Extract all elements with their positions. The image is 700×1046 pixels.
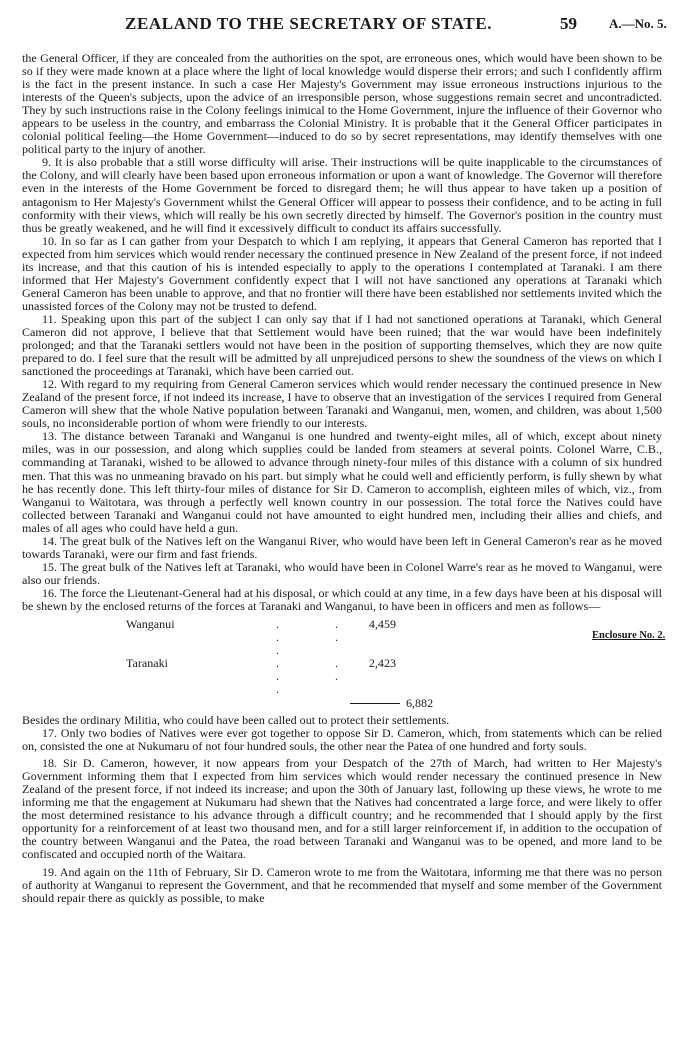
paragraph-19: 19. And again on the 11th of February, Sir D. Cameron wrote to me from the Waitotara, informing me that there was no person of authority at Wanganui to represent the Government, and that he recommended that myself and some member of the Government should repair there as quickly as possible, to make [22,864,662,905]
paragraph-16-continued: Besides the ordinary Militia, who could have been called out to protect their settlements. [22,713,450,728]
forces-total: 6,882 [406,696,434,711]
paragraph-10: 10. In so far as I can gather from your Despatch to which I am replying, it appears that General Cameron has reported that I expected from him services which would render necessary the continued presence in New Zealand of the present force, if not indeed its increase, and that this caution of his is intended especially to apply to the operations I contemplated at Taranaki. I am there informed that Her Majesty's Government confidently expect that I will not have sanctioned any operations at Taranaki which General Cameron has been unable to approve, and that no frontier will there have been established nor settlements invited which the unassisted forces of the Colony may not be trusted to defend. [22,233,662,313]
forces-row [126,618,396,657]
paragraph-13: 13. The distance between Taranaki and Wanganui is one hundred and twenty-eight miles, all of which, except about ninety miles, was in our possession, and along which supplies could be landed from steamers at several points. Colonel Warre, C.B., commanding at Taranaki, wished to be allowed to advance through ninety-four miles of this distance with a column of six hundred men. That this was no unmeaning bravado on his part. but simply what he could well and efficiently perform, is fully shewn by what he has recently done. This left thirty-four miles of distance for Sir D. Cameron to accomplish, eighteen miles of which, viz., from Wanganui to Waitotara, was through a perfectly well known country in our possession. The total force the Natives could have collected between Taranaki and Wanganui could not have amounted to eight hundred men, including their allies and chiefs, and males of all ages who could have held a gun. [22,429,662,535]
paragraph-9: 9. It is also probable that a still worse difficulty will arise. Their instructions will be quite inapplicable to the circumstances of the Colony, and will clearly have been based upon erroneous information or upon a want of knowledge. The Governor will therefore even in the interests of the Home Government be forced to disregard them; he will thus appear to have taken up a position of antagonism to Her Majesty's Government whilst the General Officer will appear to possess their confidence, and to be acting in full conformity with their views, which will really be his own secretly directed by himself. The Governor's position in the country must thus be greatly weakened, and he will find it excessively difficult to conduct its affairs successfully. [22,155,662,235]
document-reference: A.—No. 5. [609,16,667,31]
leader-dots: . . . . . [276,617,350,658]
forces-count: 2,423 [368,656,396,671]
paragraph-11: 11. Speaking upon this part of the subject I can only say that if I had not sanctioned operations at Taranaki, which General Cameron did not approve, I believe that that Settlement would have been ruined; that the war would have been indefinitely prolonged; and that the Taranaki settlers would not have been in the position of supporting themselves, which they are now quite prepared to do. I feel sure that the result will be admitted by all unprejudiced persons to shew the soundness of the views on which I sanctioned the proceedings at Taranaki, which have been carried out. [22,311,662,379]
paragraph-continued: the General Officer, if they are concealed from the authorities on the spot, are erroneous ones, which would have been shown to be so if they were made known at a place where the light of local knowledge would disperse their errors; and such I confidently affirm is the fact in the present instance. In such a case Her Majesty's Government may issue erroneous instructions injurious to the interests of the Queen's subjects, upon the advice of an irresponsible person, whose suggestions remain secret and uncontradicted. They by such instructions raise in the Colony feelings inimical to the Home Government, injure the influence of their Governor who appears to be useless in the country, and embarrass the Colonial Ministry. It is probable that it the General Officer participates in colonial political feeling—the Home Government—induced to do so by secret representations, may identify themselves with one political party to the injury of another. [22,51,662,157]
paragraph-15: 15. The great bulk of the Natives left at Taranaki, who would have been in Colonel Warre's rear as he moved to Wanganui, were also our friends. [22,559,662,587]
paragraph-18: 18. Sir D. Cameron, however, it now appears from your Despatch of the 27th of March, had written to Her Majesty's Government informing them that I expected from him services which would render necessary the continued presence in New Zealand of the present force, if not indeed its increase; and upon the 30th of January last, following up these views, he wrote to me informing me that the engagement at Nukumaru had shewn that the Natives had concentrated a large force, and were likely to offer the most determined resistance to his advance through a difficult country; and he recommended that I should apply by the first opportunity for a reinforcement of at least two thousand men, and for a still larger reinforcement if, in addition to the occupation of the country between Wanganui and the Patea, the road between Taranaki and Wanganui was to be opened, and more land to be confiscated and occupied north of the Waitara. [22,756,662,862]
forces-count: 4,459 [368,617,396,632]
paragraph-12: 12. With regard to my requiring from General Cameron services which would render necessary the continued presence in New Zealand of the present force, if not indeed its increase, I have to observe that an investigation of the services I required from General Cameron will shew that the whole Native population between Taranaki and Wanganui, men, women, and children, was about 1,500 souls, no inconsiderable portion of whom were friendly to our interests. [22,377,662,431]
page-header [0,14,700,36]
page-number: 59 [560,14,577,33]
paragraph-14: 14. The great bulk of the Natives left on the Wanganui River, who would have been left in General Cameron's rear as he moved towards Taranaki, were our firm and fast friends. [22,533,662,561]
forces-place: Wanganui [126,617,175,632]
forces-place: Taranaki [126,656,168,671]
forces-table [126,617,434,711]
leader-dots: . . . . . [276,656,350,697]
total-rule [350,703,400,710]
running-title: ZEALAND TO THE SECRETARY OF STATE. [125,14,493,33]
paragraph-16: 16. The force the Lieutenant-General had at his disposal, or which could at any time, in a few days have been at his disposal will be shewn by the enclosed returns of the forces at Taranaki and Wanganui, to have been in officers and men as follows— [22,585,662,613]
forces-total-row [350,696,480,710]
document-body [22,52,662,905]
margin-note-enclosure: Enclosure No. 2. [592,630,666,641]
forces-row [126,657,396,696]
paragraph-17: 17. Only two bodies of Natives were ever got together to oppose Sir D. Cameron, which, from statements which can be relied on, consisted the one at Nukumaru of not four hundred souls, the other near the Patea of one hundred and forty souls. [22,726,662,754]
